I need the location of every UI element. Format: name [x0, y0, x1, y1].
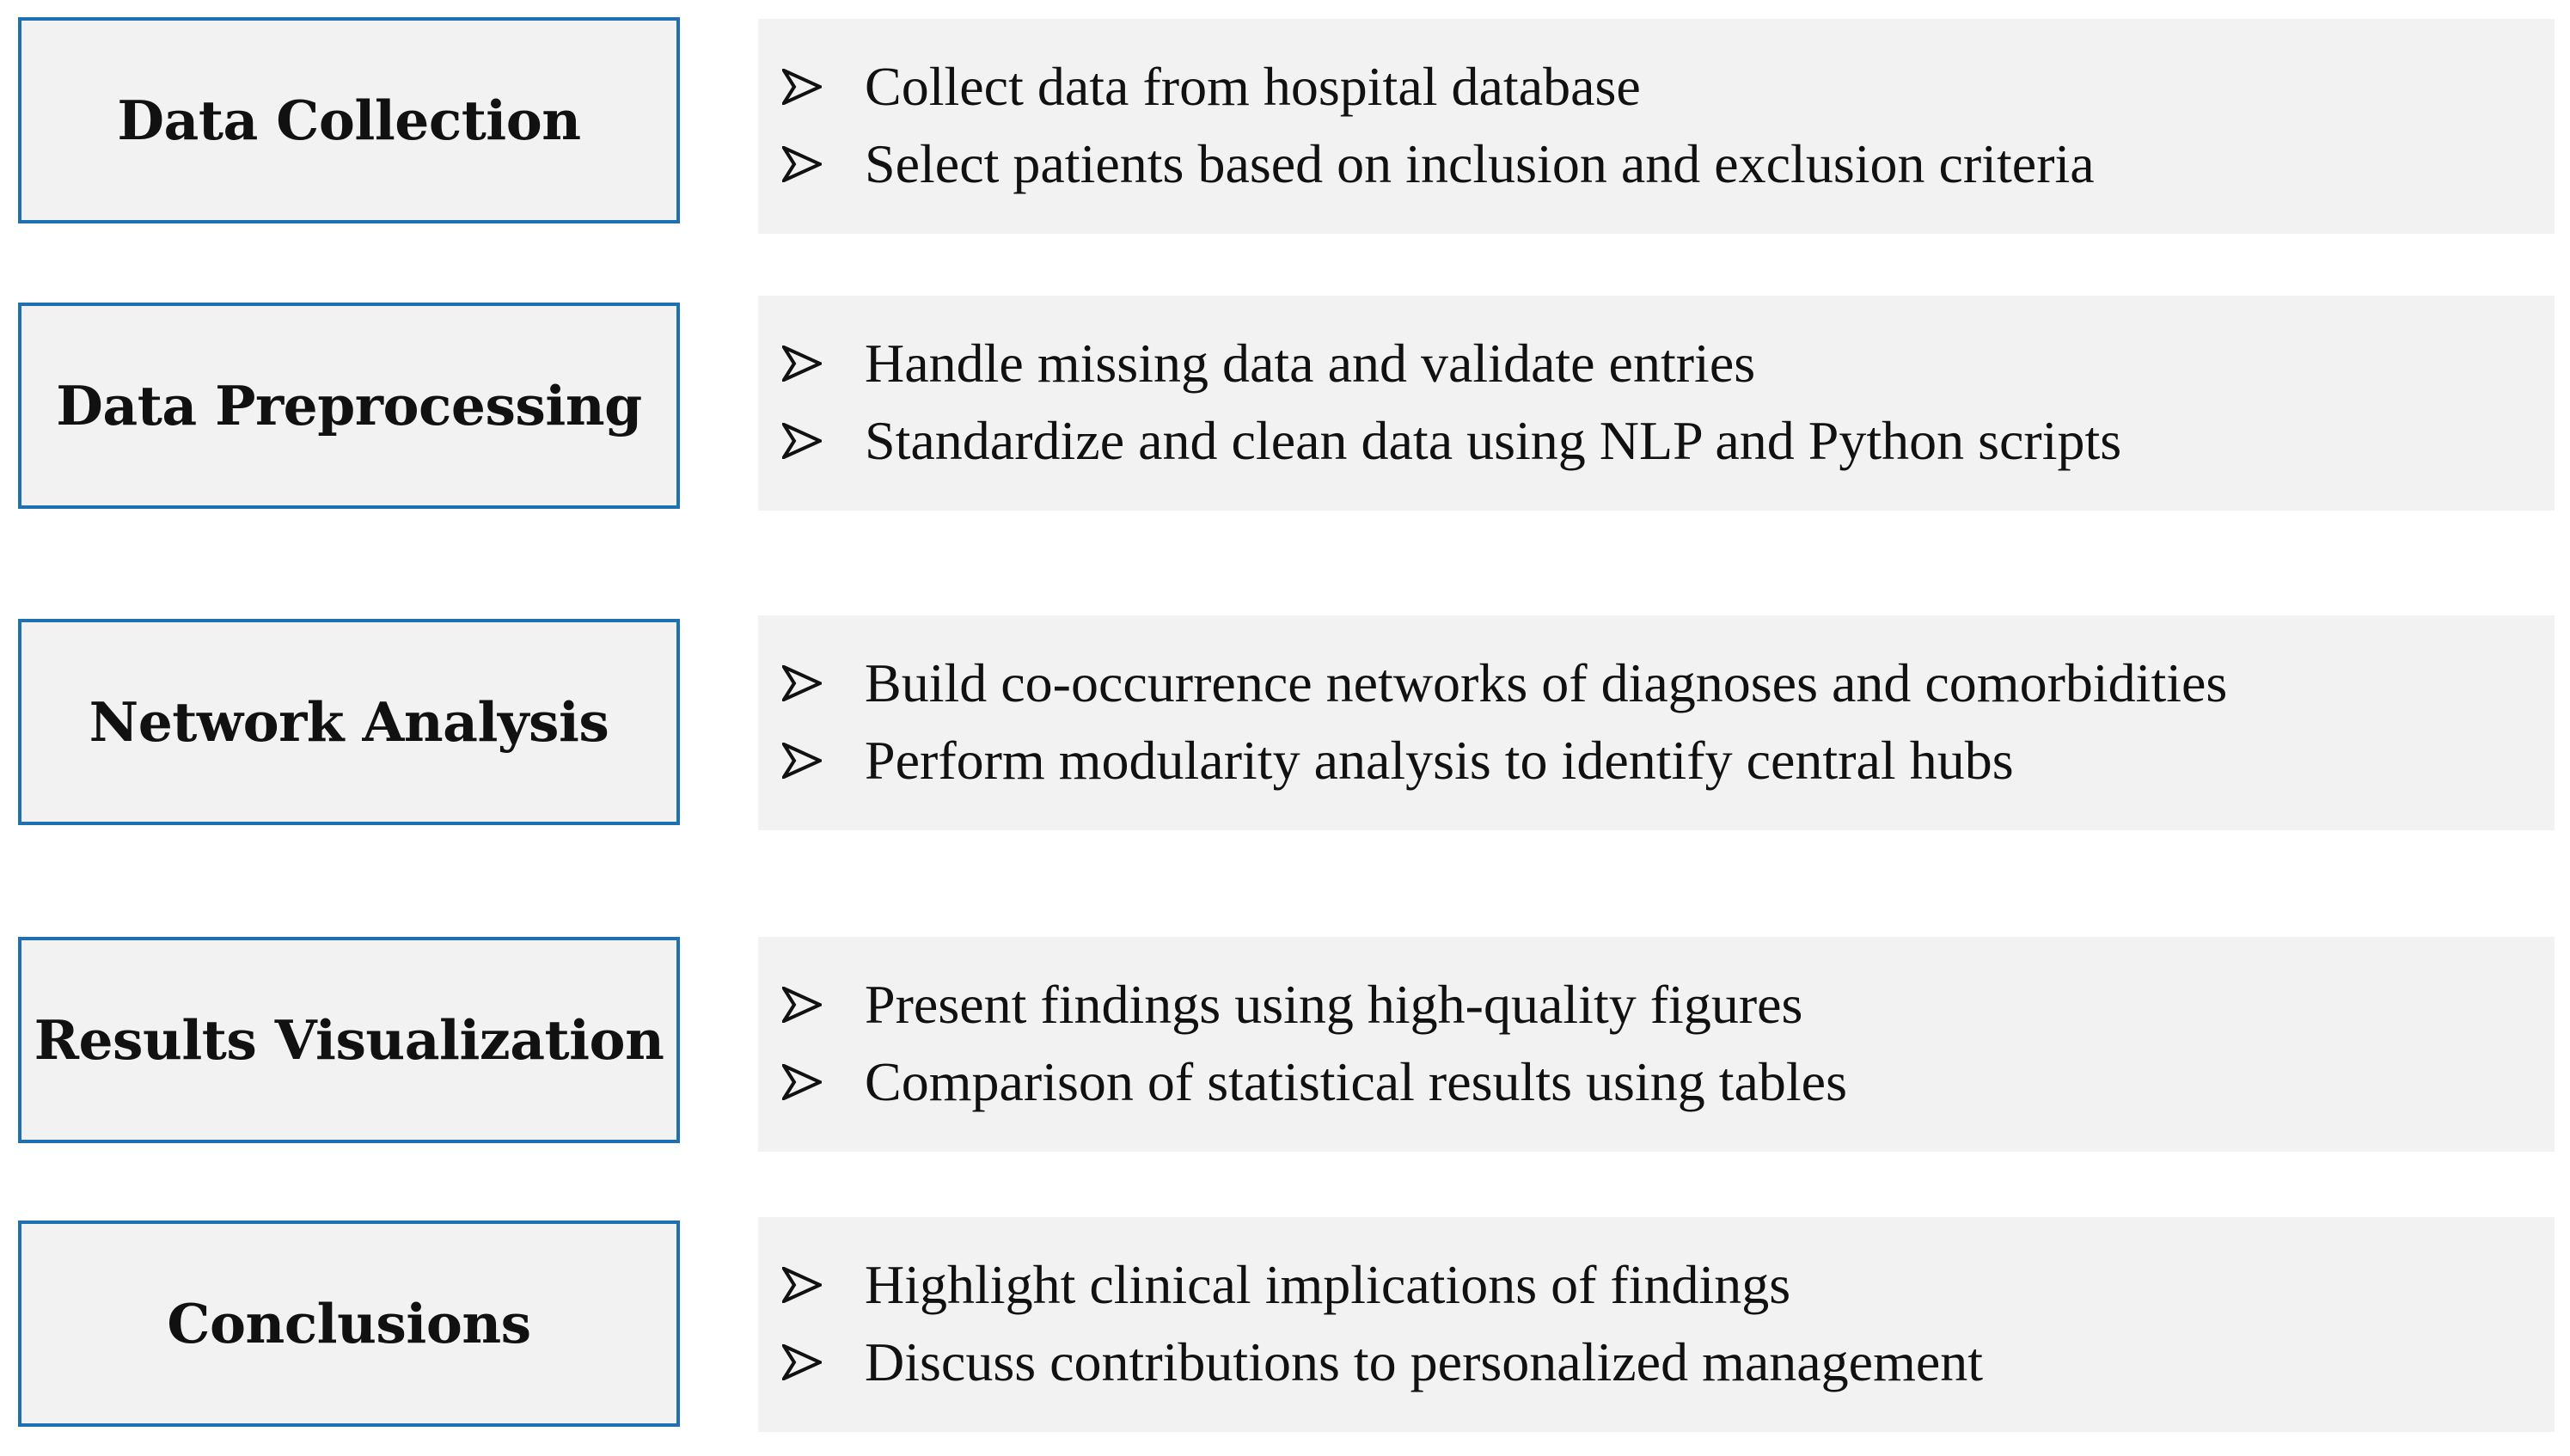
detail-item [782, 1246, 2555, 1324]
arrowhead-bullet-icon [782, 987, 822, 1023]
detail-panel [758, 296, 2555, 511]
arrowhead-bullet-icon [782, 146, 822, 182]
detail-item [782, 1324, 2555, 1401]
step-box-results-visualization [18, 937, 680, 1143]
detail-item [782, 48, 2555, 125]
step-title: Data Preprocessing [56, 374, 642, 437]
step-title: Results Visualization [34, 1008, 664, 1072]
detail-item [782, 1043, 2555, 1121]
detail-text: Highlight clinical implications of findings [865, 1254, 1791, 1315]
arrowhead-bullet-icon [782, 665, 822, 701]
step-box-data-collection [18, 17, 680, 223]
detail-text: Comparison of statistical results using tables [865, 1051, 1847, 1112]
arrowhead-bullet-icon [782, 743, 822, 779]
step-box-network-analysis [18, 619, 680, 825]
detail-text: Collect data from hospital database [865, 56, 1641, 117]
step-box-data-preprocessing [18, 303, 680, 509]
step-title: Network Analysis [89, 690, 609, 754]
arrowhead-bullet-icon [782, 1267, 822, 1303]
detail-panel [758, 19, 2555, 234]
arrowhead-bullet-icon [782, 1064, 822, 1100]
detail-panel [758, 615, 2555, 830]
detail-text: Handle missing data and validate entries [865, 333, 1756, 394]
detail-item [782, 125, 2555, 203]
detail-text: Standardize and clean data using NLP and Python scripts [865, 410, 2122, 471]
detail-text: Select patients based on inclusion and exclusion criteria [865, 133, 2095, 194]
detail-text: Discuss contributions to personalized management [865, 1331, 1984, 1392]
detail-item [782, 645, 2555, 722]
detail-text: Perform modularity analysis to identify central hubs [865, 730, 2014, 791]
step-title: Conclusions [167, 1292, 531, 1355]
detail-item [782, 966, 2555, 1043]
detail-text: Build co-occurrence networks of diagnoses and comorbidities [865, 652, 2228, 713]
detail-item [782, 402, 2555, 480]
detail-panel [758, 937, 2555, 1152]
arrowhead-bullet-icon [782, 423, 822, 459]
arrowhead-bullet-icon [782, 69, 822, 105]
detail-text: Present findings using high-quality figures [865, 974, 1803, 1035]
arrowhead-bullet-icon [782, 346, 822, 382]
detail-panel [758, 1217, 2555, 1432]
arrowhead-bullet-icon [782, 1344, 822, 1380]
detail-item [782, 722, 2555, 799]
step-title: Data Collection [117, 89, 581, 152]
step-box-conclusions [18, 1220, 680, 1427]
detail-item [782, 325, 2555, 402]
